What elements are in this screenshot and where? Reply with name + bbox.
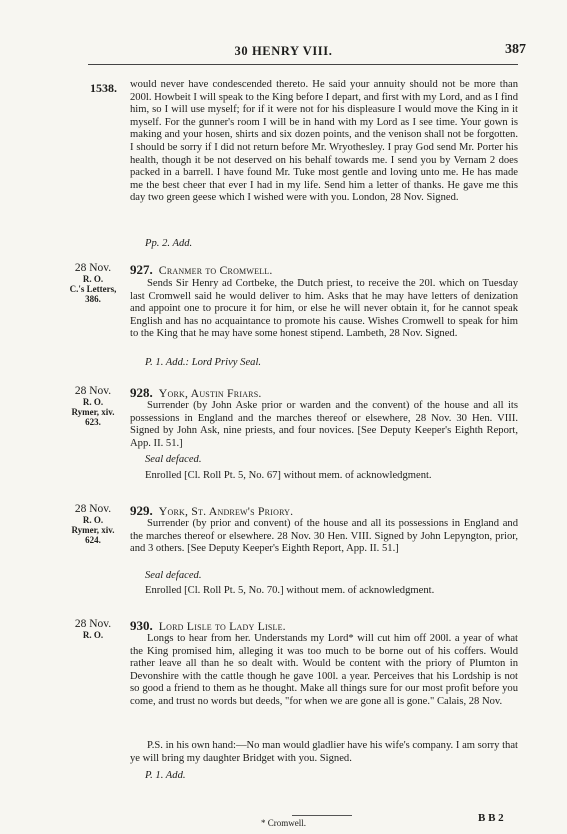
entry-number: 929. [130, 503, 153, 518]
header-rule [88, 64, 518, 65]
entry-date: 28 Nov. [74, 262, 112, 274]
signature-mark: B B 2 [478, 812, 504, 824]
entry-date: 28 Nov. [74, 618, 112, 630]
entry-929-seal: Seal defaced. [145, 570, 202, 581]
entry-929-heading [130, 503, 293, 519]
entry-930-margin [62, 618, 124, 640]
entry-929-body: Surrender (by prior and convent) of the house and all its possessions in England and the marches thereof or elsewhere. 28 Nov. 30 Hen. VIII. Signed by John Lepyngton, prior, and 3 others. [See Deputy Keeper's Eighth Report, App. II. 51.] [130, 518, 518, 555]
intro-note: Pp. 2. Add. [145, 238, 193, 249]
entry-930-note: P. 1. Add. [145, 770, 186, 781]
source-ref: R. O. [82, 630, 104, 640]
source-ref: R. O. [82, 397, 104, 407]
entry-number: 930. [130, 618, 153, 633]
entry-title: Lord Lisle to Lady Lisle. [158, 619, 286, 633]
source-ref: Rymer, xiv. [71, 525, 115, 535]
entry-927-heading [130, 262, 273, 278]
entry-number: 927. [130, 262, 153, 277]
source-ref: 623. [85, 417, 101, 427]
entry-title: York, Austin Friars. [158, 386, 262, 400]
continued-letter-text: would never have condescended thereto. He said your annuity should not be more than 200l. Howbeit I will speak to the King before I depart, and first with my Lord, and as I find him, so I will use myself; for if it were not for his displeasure I would move the King in it myself. For the gunner's room I will be in hand with my Lord as I see time. Your gown is making and your hosen, shirts and six dozen points, and the venison shall not be forgotten. I should be sorry if I did not return before Mr. Wryothesley. I pray God send Mr. Porter his health, though it be not deserved on his behalf towards me. I send you by Vernam 2 does packed in a barrell. I have found Mr. Tuke most gentle and loving unto me. He has made me the best cheer that ever I had in my life. Send him a letter of thanks. He gave me this day two green geese which I wished were with you. London, 28 Nov. Signed. [130, 79, 518, 204]
entry-928-enrolment: Enrolled [Cl. Roll Pt. 5, No. 67] without mem. of acknowledgment. [145, 470, 432, 481]
entry-929-enrolment: Enrolled [Cl. Roll Pt. 5, No. 70.] without mem. of acknowledgment. [145, 585, 435, 596]
page-number: 387 [505, 42, 526, 57]
entry-930-postscript: P.S. in his own hand:—No man would gladlier have his wife's company. I am sorry that ye will bring my daughter Bridget with you. Signed. [130, 740, 518, 764]
entry-930-heading [130, 618, 286, 634]
footnote-rule [292, 815, 352, 816]
source-ref: R. O. [82, 515, 104, 525]
year-marker: 1538. [90, 81, 117, 95]
running-header: 30 HENRY VIII. [234, 44, 333, 58]
entry-title: Cranmer to Cromwell. [158, 263, 273, 277]
entry-928-margin [62, 385, 124, 427]
entry-930-body: Longs to hear from her. Understands my Lord* will cut him off 200l. a year of what the King promised him, alleging it was too much to be borne out of his coffers. Would rather leave all than he so dealt with. Would be content with the priory of Plumton in Devonshire with the cattle though he gave 100l. a year. Perceives that his Lordship is not so good a friend to them as he thought. Make all things sure for our most profit before you come, and trust no words but deeds, "for when we are gone all is gone." Calais, 28 Nov. [130, 633, 518, 707]
entry-927-body: Sends Sir Henry ad Cortbeke, the Dutch priest, to receive the 20l. which on Tuesday last Cromwell said he would deliver to him. Asks that he may have letters of denization and appoint one to procure it for him, or else he will never obtain it, for he cannot speak English and has no acquaintance to promote his cause. Wishes Cromwell to speak for him to the King that he may have some honest stipend. Lambeth, 28 Nov. Signed. [130, 278, 518, 340]
footnote: * Cromwell. [261, 818, 306, 828]
source-ref: R. O. [82, 274, 104, 284]
entry-929-margin [62, 503, 124, 545]
source-ref: 624. [85, 535, 101, 545]
entry-928-body: Surrender (by John Aske prior or warden and the convent) of the house and all its possessions in England and the marches thereof or elsewhere, 28 Nov. 30 Hen. VIII. Signed by John Ask, nine priests, and four novices. [See Deputy Keeper's Eighth Report, App. II. 51.] [130, 400, 518, 449]
entry-927-note: P. 1. Add.: Lord Privy Seal. [145, 357, 262, 368]
source-ref: C.'s Letters, [69, 284, 117, 294]
source-ref: Rymer, xiv. [71, 407, 115, 417]
entry-927-margin [62, 262, 124, 304]
entry-title: York, St. Andrew's Priory. [158, 504, 294, 518]
entry-date: 28 Nov. [74, 385, 112, 397]
source-ref: 386. [85, 294, 101, 304]
entry-number: 928. [130, 385, 153, 400]
entry-928-heading [130, 385, 262, 401]
entry-928-seal: Seal defaced. [145, 454, 202, 465]
entry-date: 28 Nov. [74, 503, 112, 515]
